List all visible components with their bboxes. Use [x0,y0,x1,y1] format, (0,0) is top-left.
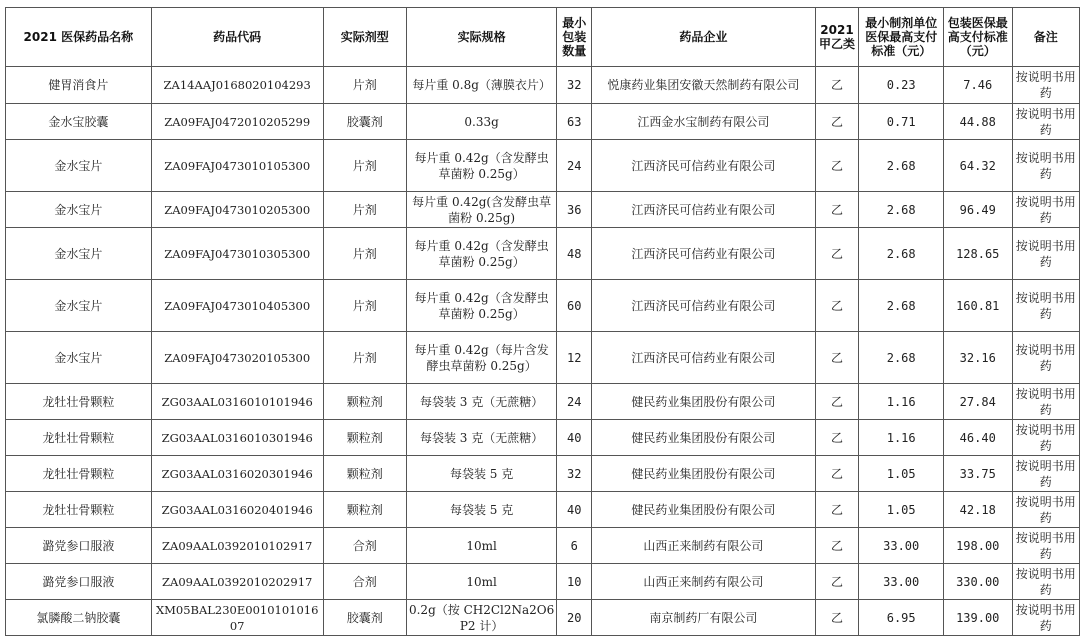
cell-spec: 10ml [406,528,556,564]
cell-company: 悦康药业集团安徽天然制药有限公司 [592,67,815,104]
cell-min-pack: 24 [557,384,592,420]
drug-price-table [5,7,1080,636]
cell-remark: 按说明书用药 [1012,384,1079,420]
cell-class: 乙 [815,228,859,280]
col-header-company: 药品企业 [592,8,815,67]
cell-remark: 按说明书用药 [1012,140,1079,192]
cell-spec: 每片重 0.42g（含发酵虫草菌粉 0.25g） [406,280,556,332]
cell-unit-price: 2.68 [859,332,943,384]
cell-min-pack: 36 [557,192,592,228]
col-header-code: 药品代码 [151,8,323,67]
cell-pack-price: 160.81 [943,280,1012,332]
cell-code: ZA09FAJ0472010205299 [151,104,323,140]
cell-class: 乙 [815,280,859,332]
cell-class: 乙 [815,600,859,636]
cell-dosage-form: 颗粒剂 [323,456,406,492]
cell-spec: 10ml [406,564,556,600]
cell-name: 龙牡壮骨颗粒 [6,456,152,492]
cell-min-pack: 32 [557,67,592,104]
cell-min-pack: 60 [557,280,592,332]
cell-dosage-form: 片剂 [323,67,406,104]
cell-min-pack: 63 [557,104,592,140]
cell-unit-price: 2.68 [859,228,943,280]
cell-dosage-form: 胶囊剂 [323,600,406,636]
cell-code: ZA09AAL0392010202917 [151,564,323,600]
cell-spec: 0.2g（按 CH2Cl2Na2O6P2 计） [406,600,556,636]
cell-company: 江西济民可信药业有限公司 [592,332,815,384]
cell-unit-price: 6.95 [859,600,943,636]
table-row [6,564,1080,600]
cell-unit-price: 33.00 [859,564,943,600]
cell-code: ZA09FAJ0473010305300 [151,228,323,280]
cell-pack-price: 64.32 [943,140,1012,192]
cell-code: ZG03AAL0316010101946 [151,384,323,420]
cell-name: 龙牡壮骨颗粒 [6,384,152,420]
cell-class: 乙 [815,192,859,228]
cell-dosage-form: 颗粒剂 [323,384,406,420]
cell-spec: 每袋装 3 克（无蔗糖） [406,384,556,420]
col-header-min-pack: 最小包装数量 [557,8,592,67]
col-header-unit-price: 最小制剂单位医保最高支付标准（元） [859,8,943,67]
cell-company: 健民药业集团股份有限公司 [592,384,815,420]
header-row [6,8,1080,67]
cell-class: 乙 [815,104,859,140]
cell-unit-price: 1.05 [859,492,943,528]
cell-pack-price: 32.16 [943,332,1012,384]
cell-unit-price: 1.05 [859,456,943,492]
cell-name: 金水宝片 [6,192,152,228]
cell-unit-price: 2.68 [859,280,943,332]
cell-company: 江西济民可信药业有限公司 [592,280,815,332]
table-row [6,456,1080,492]
cell-name: 金水宝片 [6,140,152,192]
cell-company: 南京制药厂有限公司 [592,600,815,636]
cell-min-pack: 40 [557,420,592,456]
cell-code: XM05BAL230E001010101607 [151,600,323,636]
col-header-pack-price: 包装医保最高支付标准（元） [943,8,1012,67]
cell-pack-price: 139.00 [943,600,1012,636]
table-row [6,67,1080,104]
col-header-spec: 实际规格 [406,8,556,67]
cell-spec: 0.33g [406,104,556,140]
cell-spec: 每片重 0.42g（含发酵虫草菌粉 0.25g） [406,140,556,192]
table-row [6,600,1080,636]
cell-code: ZA09FAJ0473010105300 [151,140,323,192]
table-row [6,140,1080,192]
cell-min-pack: 12 [557,332,592,384]
table-row [6,280,1080,332]
cell-min-pack: 40 [557,492,592,528]
cell-remark: 按说明书用药 [1012,492,1079,528]
cell-name: 龙牡壮骨颗粒 [6,420,152,456]
table-row [6,384,1080,420]
cell-company: 山西正来制药有限公司 [592,528,815,564]
col-header-name: 2021 医保药品名称 [6,8,152,67]
cell-dosage-form: 片剂 [323,140,406,192]
table-row [6,332,1080,384]
cell-spec: 每片重 0.42g(含发酵虫草菌粉 0.25g) [406,192,556,228]
cell-company: 健民药业集团股份有限公司 [592,456,815,492]
cell-min-pack: 20 [557,600,592,636]
cell-company: 健民药业集团股份有限公司 [592,492,815,528]
cell-company: 山西正来制药有限公司 [592,564,815,600]
cell-pack-price: 42.18 [943,492,1012,528]
cell-dosage-form: 片剂 [323,228,406,280]
cell-name: 金水宝胶囊 [6,104,152,140]
cell-spec: 每袋装 3 克（无蔗糖） [406,420,556,456]
cell-company: 江西济民可信药业有限公司 [592,228,815,280]
cell-pack-price: 46.40 [943,420,1012,456]
cell-remark: 按说明书用药 [1012,564,1079,600]
cell-remark: 按说明书用药 [1012,528,1079,564]
cell-unit-price: 1.16 [859,384,943,420]
cell-dosage-form: 颗粒剂 [323,492,406,528]
cell-min-pack: 24 [557,140,592,192]
cell-spec: 每袋装 5 克 [406,492,556,528]
cell-unit-price: 33.00 [859,528,943,564]
cell-unit-price: 2.68 [859,140,943,192]
cell-name: 健胃消食片 [6,67,152,104]
col-header-remark: 备注 [1012,8,1079,67]
cell-name: 金水宝片 [6,280,152,332]
cell-class: 乙 [815,384,859,420]
cell-dosage-form: 合剂 [323,528,406,564]
cell-pack-price: 7.46 [943,67,1012,104]
cell-unit-price: 0.23 [859,67,943,104]
cell-unit-price: 2.68 [859,192,943,228]
cell-company: 江西金水宝制药有限公司 [592,104,815,140]
cell-class: 乙 [815,420,859,456]
cell-code: ZA09FAJ0473010205300 [151,192,323,228]
cell-pack-price: 128.65 [943,228,1012,280]
cell-min-pack: 32 [557,456,592,492]
cell-unit-price: 0.71 [859,104,943,140]
cell-class: 乙 [815,456,859,492]
cell-code: ZA09FAJ0473010405300 [151,280,323,332]
cell-code: ZA14AAJ0168020104293 [151,67,323,104]
cell-name: 金水宝片 [6,332,152,384]
cell-code: ZG03AAL0316010301946 [151,420,323,456]
cell-company: 江西济民可信药业有限公司 [592,140,815,192]
table-row [6,528,1080,564]
cell-dosage-form: 合剂 [323,564,406,600]
cell-pack-price: 330.00 [943,564,1012,600]
cell-min-pack: 10 [557,564,592,600]
cell-dosage-form: 胶囊剂 [323,104,406,140]
cell-name: 金水宝片 [6,228,152,280]
table-body [6,67,1080,636]
cell-name: 龙牡壮骨颗粒 [6,492,152,528]
col-header-dosage-form: 实际剂型 [323,8,406,67]
cell-class: 乙 [815,492,859,528]
cell-spec: 每片重 0.42g（每片含发酵虫草菌粉 0.25g） [406,332,556,384]
cell-pack-price: 44.88 [943,104,1012,140]
cell-code: ZA09AAL0392010102917 [151,528,323,564]
cell-code: ZG03AAL0316020301946 [151,456,323,492]
cell-dosage-form: 片剂 [323,192,406,228]
cell-class: 乙 [815,332,859,384]
cell-remark: 按说明书用药 [1012,192,1079,228]
cell-remark: 按说明书用药 [1012,456,1079,492]
cell-class: 乙 [815,564,859,600]
table-row [6,228,1080,280]
cell-min-pack: 6 [557,528,592,564]
cell-remark: 按说明书用药 [1012,280,1079,332]
table-row [6,492,1080,528]
cell-remark: 按说明书用药 [1012,67,1079,104]
cell-company: 健民药业集团股份有限公司 [592,420,815,456]
cell-name: 潞党参口服液 [6,564,152,600]
cell-code: ZG03AAL0316020401946 [151,492,323,528]
cell-code: ZA09FAJ0473020105300 [151,332,323,384]
table-row [6,420,1080,456]
cell-spec: 每袋装 5 克 [406,456,556,492]
cell-pack-price: 96.49 [943,192,1012,228]
cell-company: 江西济民可信药业有限公司 [592,192,815,228]
cell-dosage-form: 片剂 [323,280,406,332]
cell-pack-price: 198.00 [943,528,1012,564]
cell-name: 潞党参口服液 [6,528,152,564]
cell-class: 乙 [815,140,859,192]
cell-name: 氯膦酸二钠胶囊 [6,600,152,636]
cell-class: 乙 [815,67,859,104]
table-row [6,192,1080,228]
cell-pack-price: 27.84 [943,384,1012,420]
cell-remark: 按说明书用药 [1012,228,1079,280]
cell-pack-price: 33.75 [943,456,1012,492]
cell-dosage-form: 片剂 [323,332,406,384]
cell-remark: 按说明书用药 [1012,332,1079,384]
cell-unit-price: 1.16 [859,420,943,456]
cell-remark: 按说明书用药 [1012,420,1079,456]
cell-remark: 按说明书用药 [1012,104,1079,140]
cell-dosage-form: 颗粒剂 [323,420,406,456]
cell-spec: 每片重 0.42g（含发酵虫草菌粉 0.25g） [406,228,556,280]
col-header-class: 2021甲乙类 [815,8,859,67]
table-row [6,104,1080,140]
cell-class: 乙 [815,528,859,564]
cell-min-pack: 48 [557,228,592,280]
cell-remark: 按说明书用药 [1012,600,1079,636]
cell-spec: 每片重 0.8g（薄膜衣片） [406,67,556,104]
